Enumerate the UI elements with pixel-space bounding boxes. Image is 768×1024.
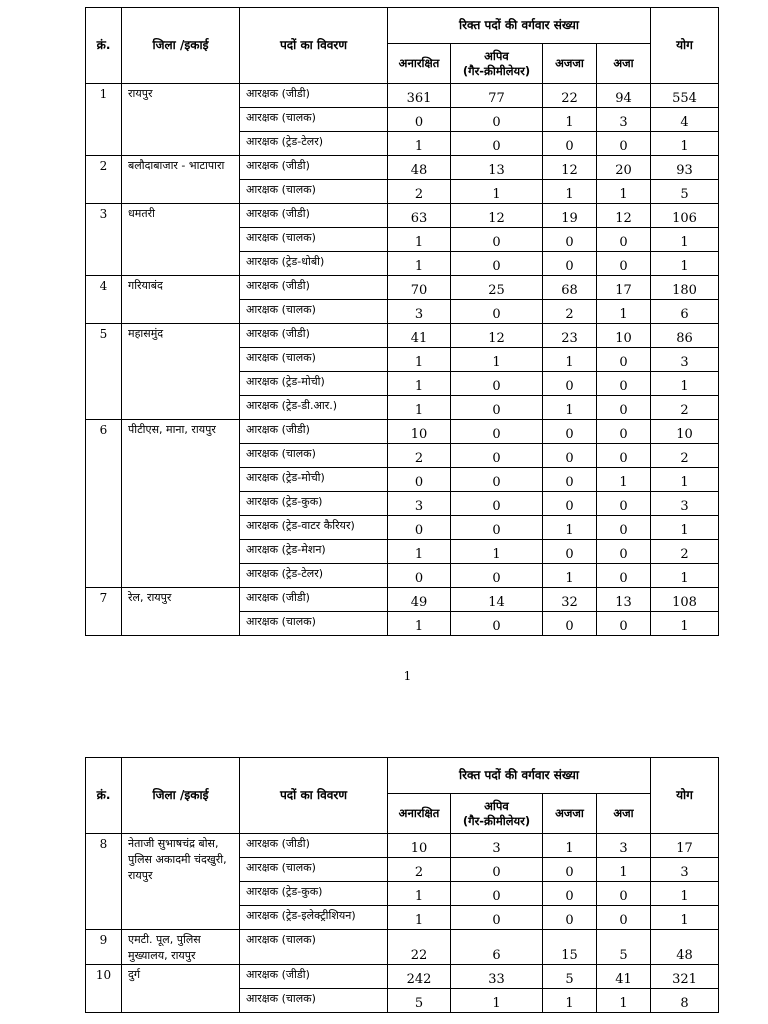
- obc-cell: 0: [451, 858, 543, 882]
- header-sn: क्रं.: [86, 8, 122, 84]
- unreserved-cell: 1: [388, 540, 451, 564]
- total-cell: 1: [651, 132, 719, 156]
- unreserved-cell: 10: [388, 420, 451, 444]
- post-description: आरक्षक (चालक): [240, 348, 388, 372]
- obc-cell: 1: [451, 180, 543, 204]
- obc-cell: 3: [451, 834, 543, 858]
- unreserved-cell: 1: [388, 396, 451, 420]
- sc-cell: 0: [597, 252, 651, 276]
- st-cell: 23: [543, 324, 597, 348]
- obc-cell: 0: [451, 612, 543, 636]
- sc-cell: 3: [597, 834, 651, 858]
- obc-cell: 14: [451, 588, 543, 612]
- table-row: [86, 156, 719, 180]
- total-cell: 1: [651, 906, 719, 930]
- header-unreserved: अनारक्षित: [388, 794, 451, 834]
- unreserved-cell: 0: [388, 468, 451, 492]
- header-district: जिला /इकाई: [122, 8, 240, 84]
- st-cell: 19: [543, 204, 597, 228]
- post-description: आरक्षक (ट्रेड-वाटर कैरियर): [240, 516, 388, 540]
- sc-cell: 1: [597, 858, 651, 882]
- st-cell: 0: [543, 882, 597, 906]
- total-cell: 2: [651, 540, 719, 564]
- sc-cell: 0: [597, 564, 651, 588]
- sc-cell: 1: [597, 180, 651, 204]
- unreserved-cell: 1: [388, 372, 451, 396]
- unreserved-cell: 1: [388, 252, 451, 276]
- serial-number: 3: [86, 204, 122, 276]
- sc-cell: 0: [597, 906, 651, 930]
- obc-cell: 0: [451, 420, 543, 444]
- obc-cell: 0: [451, 396, 543, 420]
- total-cell: 3: [651, 348, 719, 372]
- st-cell: 0: [543, 372, 597, 396]
- obc-cell: 0: [451, 906, 543, 930]
- vacancy-table-2: [85, 757, 719, 1013]
- unreserved-cell: 22: [388, 930, 451, 965]
- unreserved-cell: 361: [388, 84, 451, 108]
- obc-cell: 0: [451, 516, 543, 540]
- header-post: पदों का विवरण: [240, 8, 388, 84]
- serial-number: 5: [86, 324, 122, 420]
- district-name: धमतरी: [122, 204, 240, 276]
- header-unreserved: अनारक्षित: [388, 44, 451, 84]
- total-cell: 2: [651, 396, 719, 420]
- sc-cell: 1: [597, 300, 651, 324]
- unreserved-cell: 242: [388, 965, 451, 989]
- table-row: [86, 420, 719, 444]
- unreserved-cell: 3: [388, 492, 451, 516]
- st-cell: 5: [543, 965, 597, 989]
- st-cell: 1: [543, 180, 597, 204]
- st-cell: 22: [543, 84, 597, 108]
- post-description: आरक्षक (ट्रेड-मेशन): [240, 540, 388, 564]
- sc-cell: 17: [597, 276, 651, 300]
- header-st: अजजा: [543, 44, 597, 84]
- unreserved-cell: 2: [388, 858, 451, 882]
- unreserved-cell: 5: [388, 989, 451, 1013]
- sc-cell: 1: [597, 989, 651, 1013]
- post-description: आरक्षक (ट्रेड-कुक): [240, 492, 388, 516]
- total-cell: 3: [651, 858, 719, 882]
- obc-cell: 12: [451, 204, 543, 228]
- unreserved-cell: 0: [388, 108, 451, 132]
- st-cell: 1: [543, 564, 597, 588]
- st-cell: 0: [543, 858, 597, 882]
- table-row: [86, 588, 719, 612]
- st-cell: 0: [543, 492, 597, 516]
- total-cell: 17: [651, 834, 719, 858]
- total-cell: 3: [651, 492, 719, 516]
- st-cell: 68: [543, 276, 597, 300]
- total-cell: 108: [651, 588, 719, 612]
- st-cell: 2: [543, 300, 597, 324]
- sc-cell: 0: [597, 444, 651, 468]
- obc-cell: 0: [451, 228, 543, 252]
- obc-cell: 0: [451, 300, 543, 324]
- post-description: आरक्षक (जीडी): [240, 420, 388, 444]
- unreserved-cell: 49: [388, 588, 451, 612]
- unreserved-cell: 3: [388, 300, 451, 324]
- post-description: आरक्षक (जीडी): [240, 324, 388, 348]
- obc-cell: 0: [451, 468, 543, 492]
- table-row: [86, 276, 719, 300]
- post-description: आरक्षक (ट्रेड-मोची): [240, 372, 388, 396]
- total-cell: 6: [651, 300, 719, 324]
- st-cell: 1: [543, 108, 597, 132]
- sc-cell: 13: [597, 588, 651, 612]
- district-name: रायपुर: [122, 84, 240, 156]
- obc-cell: 13: [451, 156, 543, 180]
- district-name: महासमुंद: [122, 324, 240, 420]
- serial-number: 4: [86, 276, 122, 324]
- st-cell: 0: [543, 228, 597, 252]
- header-total: योग: [651, 758, 719, 834]
- unreserved-cell: 48: [388, 156, 451, 180]
- total-cell: 86: [651, 324, 719, 348]
- sc-cell: 0: [597, 132, 651, 156]
- sc-cell: 0: [597, 612, 651, 636]
- st-cell: 0: [543, 612, 597, 636]
- post-description: आरक्षक (जीडी): [240, 204, 388, 228]
- header-obc: अपिव (गैर-क्रीमीलेयर): [451, 44, 543, 84]
- post-description: आरक्षक (ट्रेड-मोची): [240, 468, 388, 492]
- sc-cell: 10: [597, 324, 651, 348]
- post-description: आरक्षक (चालक): [240, 989, 388, 1013]
- sc-cell: 0: [597, 492, 651, 516]
- st-cell: 0: [543, 444, 597, 468]
- unreserved-cell: 63: [388, 204, 451, 228]
- obc-cell: 0: [451, 564, 543, 588]
- table-row: [86, 834, 719, 858]
- unreserved-cell: 1: [388, 228, 451, 252]
- obc-cell: 0: [451, 882, 543, 906]
- obc-cell: 6: [451, 930, 543, 965]
- district-name: गरियाबंद: [122, 276, 240, 324]
- sc-cell: 1: [597, 468, 651, 492]
- total-cell: 2: [651, 444, 719, 468]
- header-post: पदों का विवरण: [240, 758, 388, 834]
- post-description: आरक्षक (ट्रेड-धोबी): [240, 252, 388, 276]
- obc-cell: 12: [451, 324, 543, 348]
- obc-cell: 0: [451, 372, 543, 396]
- serial-number: 9: [86, 930, 122, 965]
- post-description: आरक्षक (जीडी): [240, 276, 388, 300]
- post-description: आरक्षक (ट्रेड-टेलर): [240, 132, 388, 156]
- header-district: जिला /इकाई: [122, 758, 240, 834]
- total-cell: 554: [651, 84, 719, 108]
- st-cell: 0: [543, 468, 597, 492]
- header-sc: अजा: [597, 794, 651, 834]
- post-description: आरक्षक (जीडी): [240, 156, 388, 180]
- st-cell: 1: [543, 348, 597, 372]
- total-cell: 93: [651, 156, 719, 180]
- unreserved-cell: 1: [388, 882, 451, 906]
- sc-cell: 0: [597, 372, 651, 396]
- header-obc: अपिव (गैर-क्रीमीलेयर): [451, 794, 543, 834]
- header-category-group: रिक्त पदों की वर्गवार संख्या: [388, 8, 651, 44]
- post-description: आरक्षक (जीडी): [240, 834, 388, 858]
- sc-cell: 0: [597, 540, 651, 564]
- st-cell: 15: [543, 930, 597, 965]
- st-cell: 0: [543, 252, 597, 276]
- unreserved-cell: 41: [388, 324, 451, 348]
- total-cell: 1: [651, 252, 719, 276]
- st-cell: 1: [543, 989, 597, 1013]
- post-description: आरक्षक (चालक): [240, 228, 388, 252]
- post-description: आरक्षक (चालक): [240, 612, 388, 636]
- unreserved-cell: 1: [388, 906, 451, 930]
- unreserved-cell: 2: [388, 180, 451, 204]
- sc-cell: 20: [597, 156, 651, 180]
- total-cell: 1: [651, 468, 719, 492]
- post-description: आरक्षक (ट्रेड-टेलर): [240, 564, 388, 588]
- serial-number: 7: [86, 588, 122, 636]
- page-number: 1: [403, 669, 412, 683]
- post-description: आरक्षक (ट्रेड-इलेक्ट्रीशियन): [240, 906, 388, 930]
- st-cell: 32: [543, 588, 597, 612]
- post-description: आरक्षक (जीडी): [240, 588, 388, 612]
- sc-cell: 0: [597, 882, 651, 906]
- obc-cell: 77: [451, 84, 543, 108]
- district-name: नेताजी सुभाषचंद्र बोस, पुलिस अकादमी चंदखुरी, रायपुर: [122, 834, 240, 930]
- sc-cell: 5: [597, 930, 651, 965]
- district-name: पीटीएस, माना, रायपुर: [122, 420, 240, 588]
- header-total: योग: [651, 8, 719, 84]
- table-row: [86, 965, 719, 989]
- total-cell: 8: [651, 989, 719, 1013]
- district-name: एमटी. पूल, पुलिस मुख्यालय, रायपुर: [122, 930, 240, 965]
- st-cell: 1: [543, 834, 597, 858]
- post-description: आरक्षक (चालक): [240, 930, 388, 965]
- total-cell: 1: [651, 372, 719, 396]
- district-name: दुर्ग: [122, 965, 240, 1013]
- table-row: [86, 324, 719, 348]
- sc-cell: 41: [597, 965, 651, 989]
- sc-cell: 0: [597, 228, 651, 252]
- district-name: बलौदाबाजार - भाटापारा: [122, 156, 240, 204]
- obc-cell: 1: [451, 540, 543, 564]
- table-row: [86, 84, 719, 108]
- total-cell: 1: [651, 516, 719, 540]
- unreserved-cell: 10: [388, 834, 451, 858]
- sc-cell: 0: [597, 420, 651, 444]
- total-cell: 1: [651, 882, 719, 906]
- obc-cell: 33: [451, 965, 543, 989]
- total-cell: 106: [651, 204, 719, 228]
- total-cell: 1: [651, 612, 719, 636]
- st-cell: 12: [543, 156, 597, 180]
- unreserved-cell: 1: [388, 132, 451, 156]
- obc-cell: 25: [451, 276, 543, 300]
- header-sc: अजा: [597, 44, 651, 84]
- obc-cell: 1: [451, 348, 543, 372]
- unreserved-cell: 2: [388, 444, 451, 468]
- serial-number: 2: [86, 156, 122, 204]
- table-row: [86, 204, 719, 228]
- sc-cell: 0: [597, 396, 651, 420]
- unreserved-cell: 0: [388, 516, 451, 540]
- header-st: अजजा: [543, 794, 597, 834]
- serial-number: 10: [86, 965, 122, 1013]
- total-cell: 1: [651, 228, 719, 252]
- unreserved-cell: 0: [388, 564, 451, 588]
- sc-cell: 0: [597, 516, 651, 540]
- st-cell: 0: [543, 132, 597, 156]
- st-cell: 0: [543, 540, 597, 564]
- obc-cell: 0: [451, 252, 543, 276]
- serial-number: 6: [86, 420, 122, 588]
- unreserved-cell: 1: [388, 612, 451, 636]
- obc-cell: 0: [451, 132, 543, 156]
- total-cell: 10: [651, 420, 719, 444]
- post-description: आरक्षक (चालक): [240, 300, 388, 324]
- total-cell: 4: [651, 108, 719, 132]
- post-description: आरक्षक (ट्रेड-कुक): [240, 882, 388, 906]
- st-cell: 0: [543, 420, 597, 444]
- st-cell: 0: [543, 906, 597, 930]
- st-cell: 1: [543, 396, 597, 420]
- total-cell: 48: [651, 930, 719, 965]
- post-description: आरक्षक (चालक): [240, 858, 388, 882]
- post-description: आरक्षक (चालक): [240, 180, 388, 204]
- obc-cell: 1: [451, 989, 543, 1013]
- vacancy-table-1: [85, 7, 719, 636]
- total-cell: 180: [651, 276, 719, 300]
- unreserved-cell: 1: [388, 348, 451, 372]
- sc-cell: 3: [597, 108, 651, 132]
- total-cell: 1: [651, 564, 719, 588]
- obc-cell: 0: [451, 108, 543, 132]
- st-cell: 1: [543, 516, 597, 540]
- obc-cell: 0: [451, 492, 543, 516]
- sc-cell: 12: [597, 204, 651, 228]
- post-description: आरक्षक (चालक): [240, 444, 388, 468]
- obc-cell: 0: [451, 444, 543, 468]
- header-sn: क्रं.: [86, 758, 122, 834]
- total-cell: 321: [651, 965, 719, 989]
- unreserved-cell: 70: [388, 276, 451, 300]
- post-description: आरक्षक (जीडी): [240, 84, 388, 108]
- serial-number: 8: [86, 834, 122, 930]
- post-description: आरक्षक (चालक): [240, 108, 388, 132]
- post-description: आरक्षक (जीडी): [240, 965, 388, 989]
- post-description: आरक्षक (ट्रेड-डी.आर.): [240, 396, 388, 420]
- district-name: रेल, रायपुर: [122, 588, 240, 636]
- sc-cell: 94: [597, 84, 651, 108]
- header-category-group: रिक्त पदों की वर्गवार संख्या: [388, 758, 651, 794]
- total-cell: 5: [651, 180, 719, 204]
- serial-number: 1: [86, 84, 122, 156]
- sc-cell: 0: [597, 348, 651, 372]
- table-row: [86, 930, 719, 965]
